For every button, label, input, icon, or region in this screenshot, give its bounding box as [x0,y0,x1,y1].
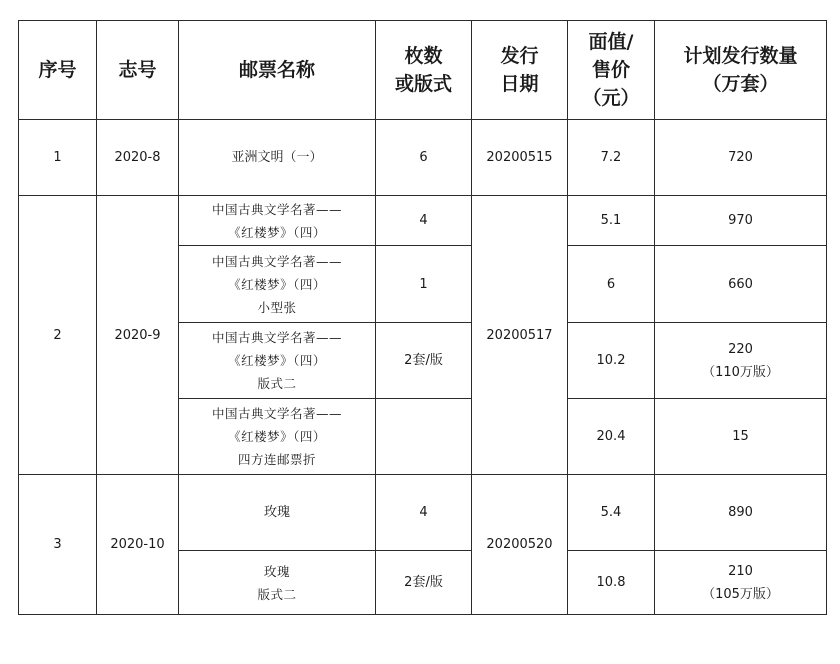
r2a-price-cell: 5.1 [568,196,655,246]
header-price-line3: （元） [582,87,640,109]
header-price-line1: 面值/ [588,31,634,53]
r2d-name-cell [179,399,376,475]
r2c-name-line1: 中国古典文学名著—— [211,330,342,345]
r2d-qty-cell: 15 [655,399,827,475]
r3b-qty-line2: （105万版） [702,586,779,602]
r1-count-cell: 6 [376,120,472,196]
header-seq: 序号 [19,21,97,120]
r2c-price-cell: 10.2 [568,323,655,399]
table-body [19,120,827,615]
header-date-line2: 日期 [500,73,539,95]
r3b-count-cell: 2套/版 [376,551,472,615]
r1-zhi-cell: 2020-8 [97,120,179,196]
header-name: 邮票名称 [179,21,376,120]
r3b-price-cell: 10.8 [568,551,655,615]
r3b-name-line2: 版式二 [257,586,297,602]
table-row [19,196,827,246]
r3-seq-cell: 3 [19,475,97,615]
r2c-name-line3: 版式二 [257,376,297,391]
r2a-name-cell [179,196,376,246]
r3b-qty-line1: 210 [728,563,753,579]
r2c-qty-line1: 220 [728,341,753,357]
header-count-line1: 枚数 [404,45,443,67]
r2c-qty-cell [655,323,827,399]
r3b-qty-cell [655,551,827,615]
r1-name-cell: 亚洲文明（一） [179,120,376,196]
r1-price-cell: 7.2 [568,120,655,196]
r1-date-cell: 20200515 [472,120,568,196]
r3a-count-cell: 4 [376,475,472,551]
header-row [19,21,827,120]
r2a-qty-cell: 970 [655,196,827,246]
r2a-name-line2: 《红楼梦》（四） [228,224,326,240]
r3a-qty-cell: 890 [655,475,827,551]
header-qty-line1: 计划发行数量 [683,45,798,67]
header-count-line2: 或版式 [394,73,452,95]
r2-seq-cell: 2 [19,196,97,475]
r2b-count-cell: 1 [376,246,472,323]
r2b-qty-cell: 660 [655,246,827,323]
r2b-name-cell [179,246,376,323]
r2d-name-line1: 中国古典文学名著—— [211,406,342,421]
r2b-price-cell: 6 [568,246,655,323]
r3a-name-cell: 玫瑰 [179,475,376,551]
r2c-name-cell [179,323,376,399]
header-price [568,21,655,120]
r3b-name-cell [179,551,376,615]
table-row [19,120,827,196]
r2a-name-line1: 中国古典文学名著—— [211,201,342,217]
header-price-line2: 售价 [591,59,630,81]
r2b-name-line2: 《红楼梦》（四） [228,276,326,292]
stamp-issue-table [18,20,827,615]
table-row [19,475,827,551]
r2c-name-line2: 《红楼梦》（四） [228,353,326,368]
table-header [19,21,827,120]
r3b-name-line1: 玫瑰 [263,563,290,579]
r2c-qty-line2: （110万版） [702,364,779,380]
header-qty-line2: （万套） [702,73,779,95]
r2a-count-cell: 4 [376,196,472,246]
r3a-price-cell: 5.4 [568,475,655,551]
r3-date-cell: 20200520 [472,475,568,615]
r3-zhi-cell: 2020-10 [97,475,179,615]
header-zhi: 志号 [97,21,179,120]
r1-seq-cell: 1 [19,120,97,196]
r2b-name-line1: 中国古典文学名著—— [211,253,342,269]
header-date [472,21,568,120]
header-date-line1: 发行 [500,45,539,67]
r2b-name-line3: 小型张 [257,299,297,315]
r2d-count-cell [376,399,472,475]
r2d-name-line2: 《红楼梦》（四） [228,429,326,444]
r2c-count-cell: 2套/版 [376,323,472,399]
r2-date-cell: 20200517 [472,196,568,475]
r2d-name-line3: 四方连邮票折 [237,452,316,467]
header-count [376,21,472,120]
r1-qty-cell: 720 [655,120,827,196]
r2-zhi-cell: 2020-9 [97,196,179,475]
r2d-price-cell: 20.4 [568,399,655,475]
header-qty [655,21,827,120]
